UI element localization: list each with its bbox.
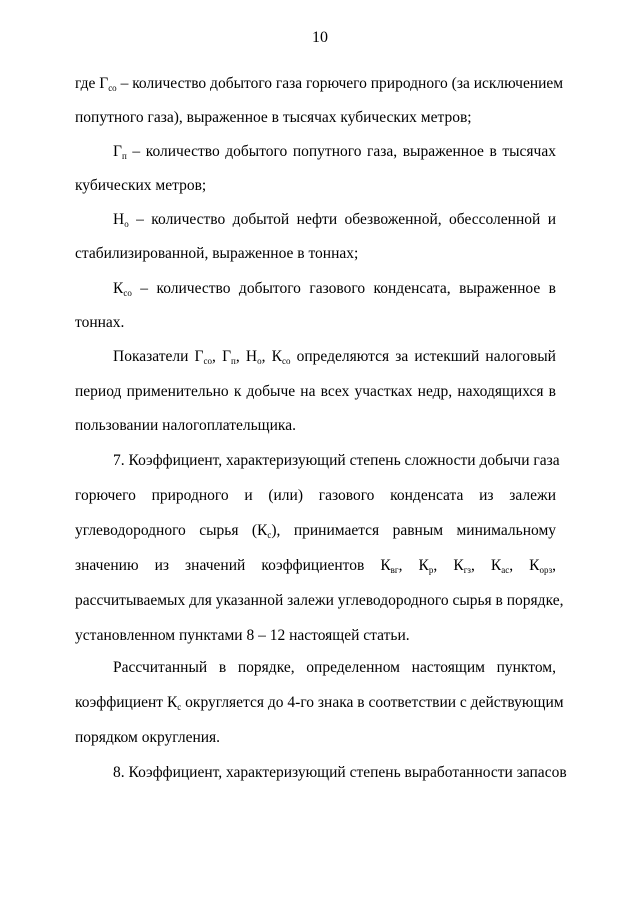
text-line: коэффициент $К_с$ округляется до 4-го знака в соответствии с действующим: [75, 694, 564, 712]
text-line: Рассчитанный в порядке, определенном настоящим пунктом,: [113, 659, 556, 676]
text-line: $Г_п$ – количество добытого попутного газа, выраженное в тысячах: [113, 143, 556, 161]
text-line: порядком округления.: [75, 729, 221, 746]
text-line: $К_{со}$ – количество добытого газового конденсата, выраженное в: [113, 280, 556, 298]
text-line: кубических метров;: [75, 177, 207, 194]
text-line: попутного газа), выраженное в тысячах кубических метров;: [75, 109, 472, 126]
text-line: тоннах.: [75, 314, 125, 331]
text-line: рассчитываемых для указанной залежи углеводородного сырья в порядке,: [75, 592, 564, 609]
text-line: Показатели $Г_{со}$, $Г_п$, $Н_о$, $К_{со}$ определяются за истекший налоговый: [113, 348, 556, 366]
text-line: 8. Коэффициент, характеризующий степень выработанности запасов: [113, 764, 567, 781]
text-line: углеводородного сырья $(К_с)$, принимается равным минимальному: [75, 522, 557, 540]
text-line: 7. Коэффициент, характеризующий степень сложности добычи газа: [113, 452, 560, 469]
text-line: период применительно к добыче на всех участках недр, находящихся в: [75, 383, 556, 400]
text-line: значению из значений коэффициентов $К_{вг}$, $К_р$, $К_{гз}$, $К_{ас}$, $К_{орз}$,: [75, 557, 557, 575]
text-line: пользовании налогоплательщика.: [75, 417, 296, 434]
text-line: стабилизированной, выраженное в тоннах;: [75, 245, 359, 262]
text-line: где $Г_{со}$ – количество добытого газа горючего природного (за исключением: [75, 75, 564, 93]
page-number: 10: [312, 29, 328, 46]
text-line: горючего природного и (или) газового конденсата из залежи: [75, 487, 556, 504]
text-line: установленном пунктами 8 – 12 настоящей статьи.: [75, 627, 410, 644]
text-line: $Н_о$ – количество добытой нефти обезвоженной, обессоленной и: [113, 211, 556, 229]
